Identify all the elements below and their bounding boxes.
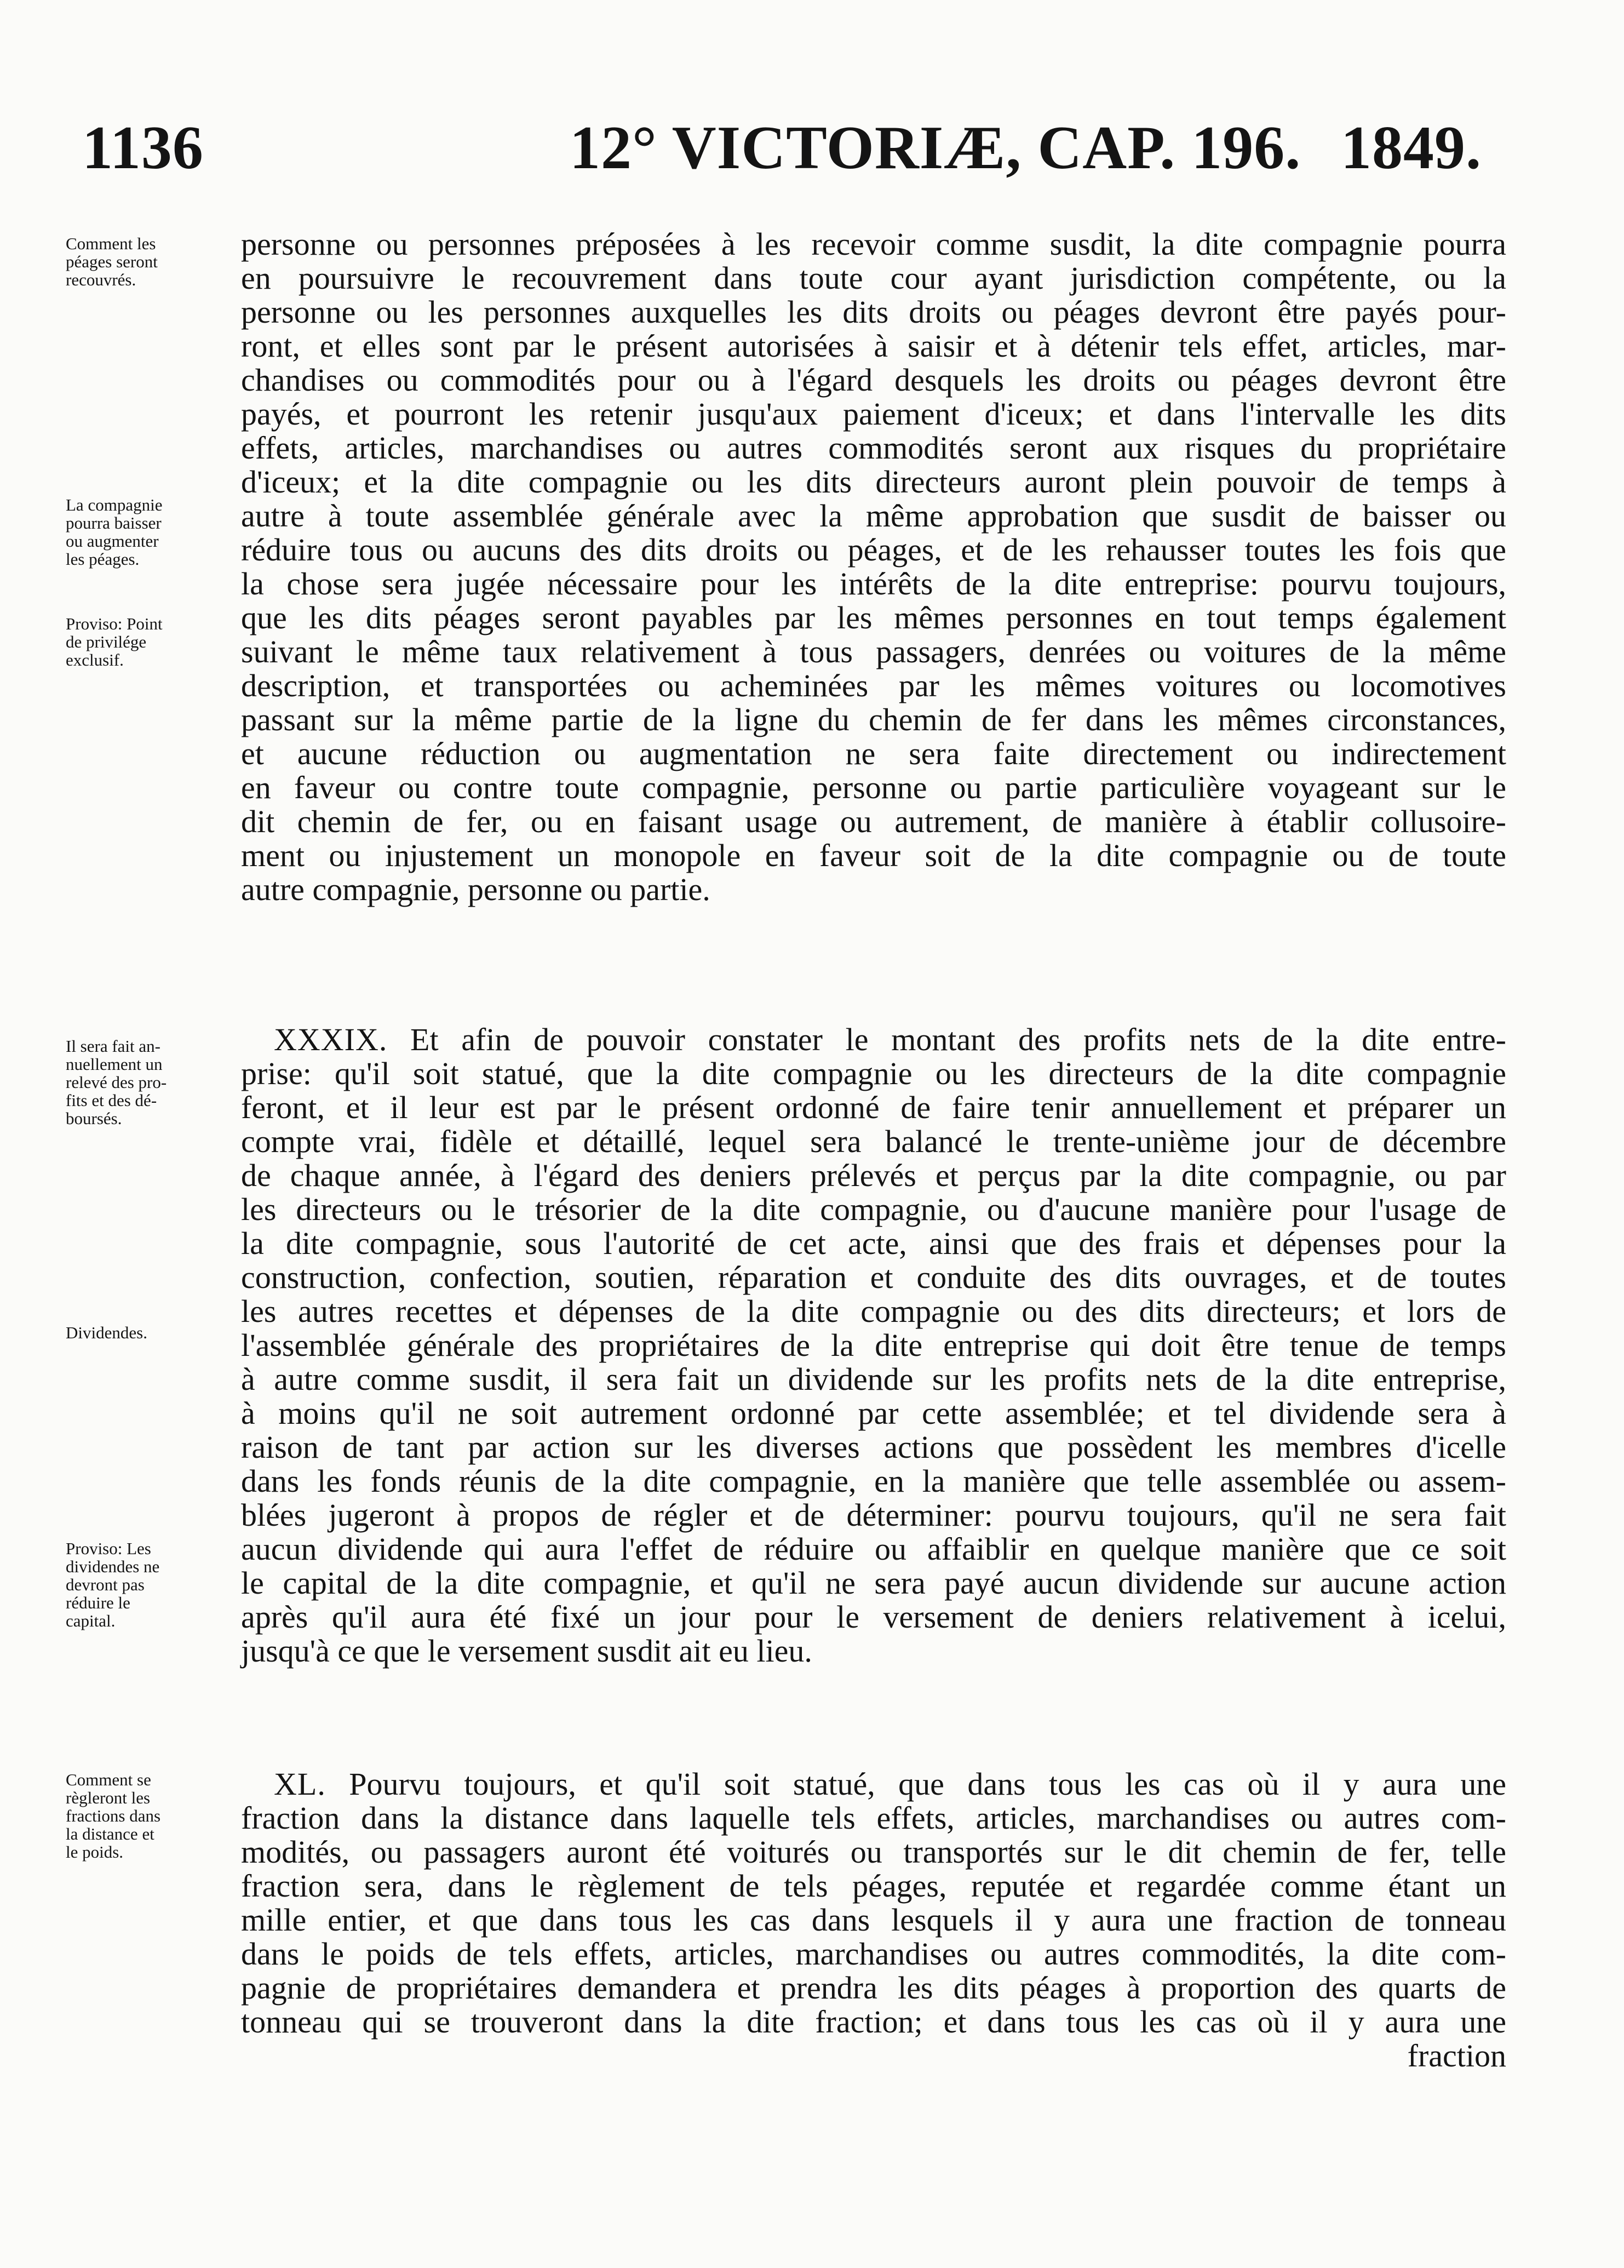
note-line: le poids. bbox=[66, 1842, 124, 1862]
text-line: ront, et elles sont par le présent autorisées à saisir et à détenir tels effet, articles, mar- bbox=[241, 328, 1506, 364]
text-line: en faveur ou contre toute compagnie, personne ou partie particulière voyageant sur le bbox=[241, 770, 1506, 805]
text-line: en poursuivre le recouvrement dans toute cour ayant jurisdiction compétente, ou la bbox=[241, 260, 1506, 296]
note-line: Proviso: Les bbox=[66, 1539, 151, 1558]
text-line: raison de tant par action sur les diverses actions que possèdent les membres d'icelle bbox=[241, 1429, 1506, 1465]
note-line: dividendes ne bbox=[66, 1557, 160, 1576]
text-line: feront, et il leur est par le présent ordonné de faire tenir annuellement et préparer un bbox=[241, 1090, 1506, 1125]
text-line: description, et transportées ou acheminées par les mêmes voitures ou locomotives bbox=[241, 668, 1506, 703]
page-title: 12° VICTORIÆ, CAP. 196. bbox=[570, 114, 1301, 182]
text-line: les directeurs ou le trésorier de la dite compagnie, ou d'aucune manière pour l'usage de bbox=[241, 1192, 1506, 1227]
margin-note bbox=[66, 615, 230, 669]
year: 1849. bbox=[1341, 114, 1482, 182]
text-line: prise: qu'il soit statué, que la dite compagnie ou les directeurs de la dite compagnie bbox=[241, 1056, 1506, 1091]
note-line: La compagnie bbox=[66, 495, 163, 514]
note-line: Il sera fait an- bbox=[66, 1036, 160, 1056]
margin-note bbox=[66, 234, 230, 289]
note-line: la distance et bbox=[66, 1824, 154, 1843]
catchword: fraction bbox=[1407, 2038, 1506, 2074]
text-line: et aucune réduction ou augmentation ne sera faite directement ou indirectement bbox=[241, 736, 1506, 771]
text-line bbox=[241, 1767, 1506, 1801]
text-line: ment ou injustement un monopole en faveur soit de la dite compagnie ou de toute bbox=[241, 838, 1506, 873]
text-line: jusqu'à ce que le versement susdit ait eu lieu. bbox=[241, 1633, 812, 1669]
note-line: Comment se bbox=[66, 1770, 151, 1789]
note-line: capital. bbox=[66, 1611, 116, 1630]
text-line: suivant le même taux relativement à tous passagers, denrées ou voitures de la même bbox=[241, 634, 1506, 669]
text-line: à autre comme susdit, il sera fait un dividende sur les profits nets de la dite entreprise, bbox=[241, 1361, 1506, 1397]
note-line: réduire le bbox=[66, 1593, 130, 1612]
note-line: exclusif. bbox=[66, 650, 124, 669]
note-line: règleront les bbox=[66, 1788, 151, 1807]
note-line: les péages. bbox=[66, 549, 140, 569]
section-text: Et afin de pouvoir constater le montant des profits nets de la dite entre- bbox=[410, 1022, 1507, 1057]
text-line: personne ou les personnes auxquelles les dits droits ou péages devront être payés pour- bbox=[241, 294, 1506, 330]
text-line: payés, et pourront les retenir jusqu'aux paiement d'iceux; et dans l'intervalle les dits bbox=[241, 396, 1506, 432]
page-number: 1136 bbox=[82, 114, 204, 182]
note-line: fits et des dé- bbox=[66, 1091, 157, 1110]
text-line bbox=[241, 1023, 1506, 1057]
text-line: dit chemin de fer, ou en faisant usage ou autrement, de manière à établir collusoire- bbox=[241, 804, 1506, 839]
text-line: effets, articles, marchandises ou autres commodités seront aux risques du propriétaire bbox=[241, 430, 1506, 466]
note-line: recouvrés. bbox=[66, 270, 136, 289]
text-line: construction, confection, soutien, réparation et conduite des dits ouvrages, et de toutes bbox=[241, 1259, 1506, 1295]
paragraph bbox=[241, 1023, 1506, 1668]
paragraph bbox=[241, 1767, 1506, 2073]
text-line: pagnie de propriétaires demandera et prendra les dits péages à proportion des quarts de bbox=[241, 1970, 1506, 2006]
text-line: dans les fonds réunis de la dite compagnie, en la manière que telle assemblée ou assem- bbox=[241, 1463, 1506, 1499]
note-line: péages seront bbox=[66, 252, 158, 271]
note-line: pourra baisser bbox=[66, 513, 162, 532]
text-line: passant sur la même partie de la ligne du chemin de fer dans les mêmes circonstances, bbox=[241, 702, 1506, 737]
note-line: Proviso: Point bbox=[66, 614, 163, 633]
text-line: personne ou personnes préposées à les recevoir comme susdit, la dite compagnie pourra bbox=[241, 226, 1506, 262]
section-number: XL. bbox=[274, 1766, 326, 1802]
text-line: réduire tous ou aucuns des dits droits ou péages, et de les rehausser toutes les fois que bbox=[241, 532, 1506, 568]
paragraph bbox=[241, 227, 1506, 907]
text-line: les autres recettes et dépenses de la dite compagnie ou des dits directeurs; et lors de bbox=[241, 1293, 1506, 1329]
text-line: après qu'il aura été fixé un jour pour le versement de deniers relativement à icelui, bbox=[241, 1599, 1506, 1635]
section-text: Pourvu toujours, et qu'il soit statué, que dans tous les cas où il y aura une bbox=[349, 1766, 1507, 1802]
text-line: blées jugeront à propos de régler et de déterminer: pourvu toujours, qu'il ne sera fait bbox=[241, 1497, 1506, 1533]
text-line: l'assemblée générale des propriétaires de la dite entreprise qui doit être tenue de temps bbox=[241, 1327, 1506, 1363]
note-line: relevé des pro- bbox=[66, 1073, 167, 1092]
text-line: d'iceux; et la dite compagnie ou les dits directeurs auront plein pouvoir de temps à bbox=[241, 464, 1506, 500]
note-line: Dividendes. bbox=[66, 1323, 147, 1342]
margin-note bbox=[66, 1771, 230, 1861]
section-number: XXXIX. bbox=[274, 1022, 388, 1057]
running-header bbox=[0, 0, 1624, 208]
margin-note bbox=[66, 1324, 230, 1342]
text-line: la chose sera jugée nécessaire pour les intérêts de la dite entreprise: pourvu toujours, bbox=[241, 566, 1506, 602]
text-line: compte vrai, fidèle et détaillé, lequel sera balancé le trente-unième jour de décembre bbox=[241, 1124, 1506, 1159]
text-line: à moins qu'il ne soit autrement ordonné par cette assemblée; et tel dividende sera à bbox=[241, 1395, 1506, 1431]
text-line: la dite compagnie, sous l'autorité de cet acte, ainsi que des frais et dépenses pour la bbox=[241, 1225, 1506, 1261]
text-line: que les dits péages seront payables par les mêmes personnes en tout temps également bbox=[241, 600, 1506, 635]
text-line: fraction sera, dans le règlement de tels péages, reputée et regardée comme étant un bbox=[241, 1868, 1506, 1904]
note-line: ou augmenter bbox=[66, 531, 159, 551]
text-line: autre à toute assemblée générale avec la même approbation que susdit de baisser ou bbox=[241, 498, 1506, 534]
margin-note bbox=[66, 1539, 230, 1630]
note-line: boursés. bbox=[66, 1109, 122, 1128]
text-line: tonneau qui se trouveront dans la dite fraction; et dans tous les cas où il y aura une bbox=[241, 2004, 1506, 2040]
margin-note bbox=[66, 1037, 230, 1127]
text-line: de chaque année, à l'égard des deniers prélevés et perçus par la dite compagnie, ou par bbox=[241, 1158, 1506, 1193]
text-line: le capital de la dite compagnie, et qu'il ne sera payé aucun dividende sur aucune action bbox=[241, 1565, 1506, 1601]
text-line: fraction dans la distance dans laquelle tels effets, articles, marchandises ou autres com- bbox=[241, 1800, 1506, 1836]
note-line: nuellement un bbox=[66, 1055, 163, 1074]
margin-note bbox=[66, 496, 230, 568]
text-line: autre compagnie, personne ou partie. bbox=[241, 872, 710, 907]
note-line: devront pas bbox=[66, 1575, 145, 1594]
note-line: de privilége bbox=[66, 632, 147, 651]
note-line: Comment les bbox=[66, 234, 156, 253]
text-line: mille entier, et que dans tous les cas dans lesquels il y aura une fraction de tonneau bbox=[241, 1902, 1506, 1938]
text-line: modités, ou passagers auront été voiturés ou transportés sur le dit chemin de fer, telle bbox=[241, 1834, 1506, 1870]
text-line: aucun dividende qui aura l'effet de réduire ou affaiblir en quelque manière que ce soit bbox=[241, 1531, 1506, 1567]
text-line: chandises ou commodités pour ou à l'égard desquels les droits ou péages devront être bbox=[241, 362, 1506, 398]
note-line: fractions dans bbox=[66, 1806, 161, 1825]
text-line: dans le poids de tels effets, articles, marchandises ou autres commodités, la dite com- bbox=[241, 1936, 1506, 1972]
